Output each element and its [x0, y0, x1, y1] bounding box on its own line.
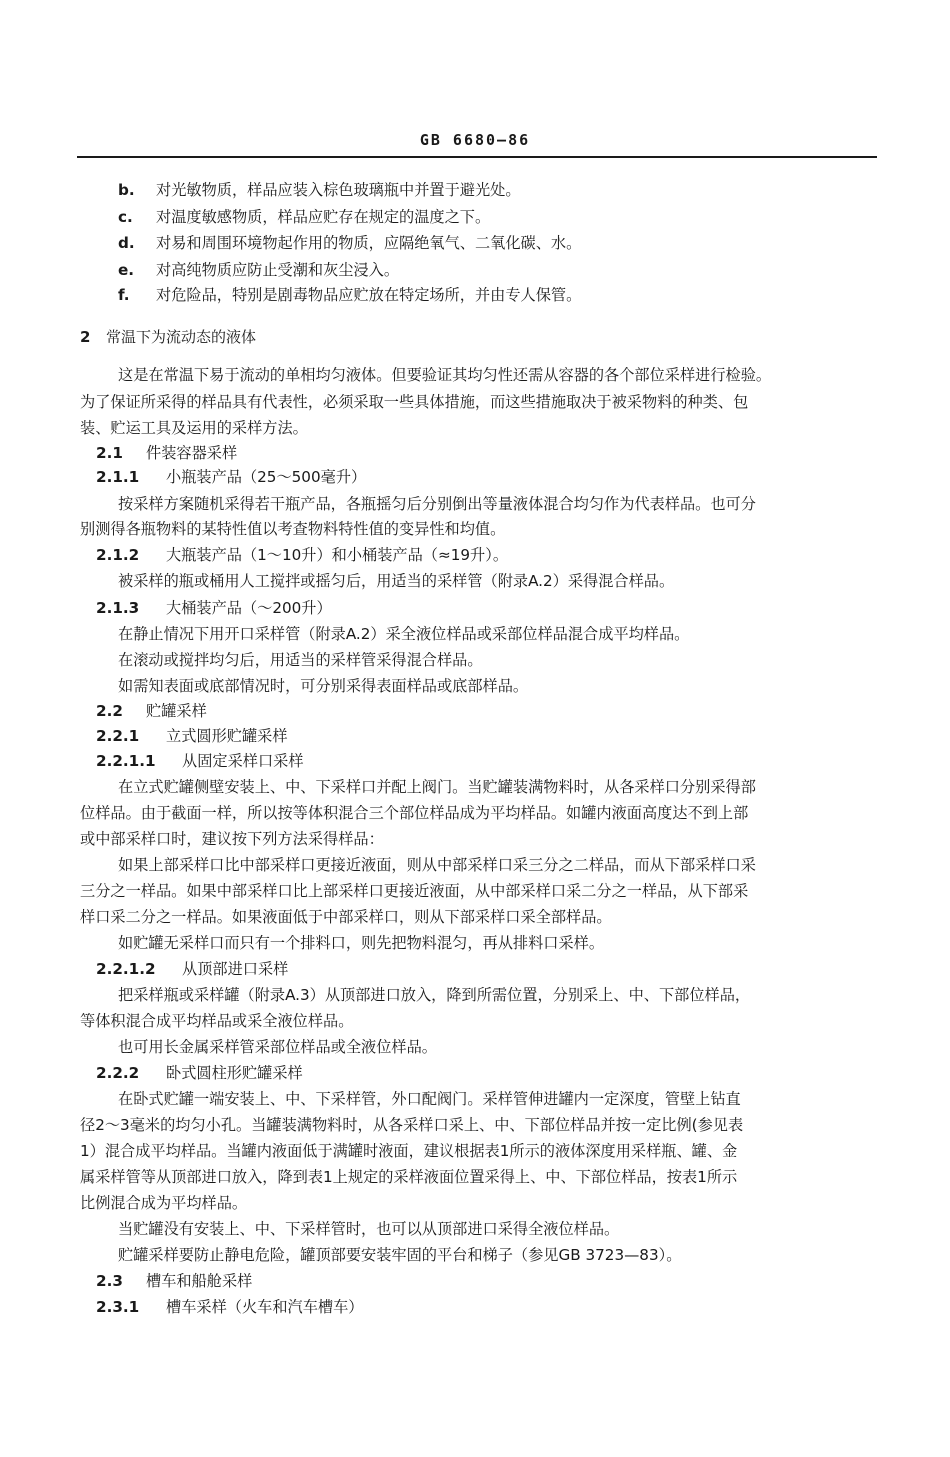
section-number: 2.1.3 — [96, 599, 140, 617]
paragraph-line: 在卧式贮罐一端安装上、中、下采样管，外口配阀门。采样管伸进罐内一定深度，管壁上钻直 — [118, 1090, 741, 1108]
list-item — [118, 285, 581, 305]
list-item — [118, 233, 581, 253]
list-text: 对危险品，特别是剧毒物品应贮放在特定场所，并由专人保管。 — [156, 286, 582, 304]
paragraph-line: 1）混合成平均样品。当罐内液面低于满罐时液面，建议根据表1所示的液体深度用采样瓶、罐、金 — [80, 1142, 738, 1160]
header-rule — [77, 156, 877, 158]
paragraph-line: 三分之一样品。如果中部采样口比上部采样口更接近液面，从中部采样口采二分之一样品，从下部采 — [80, 882, 749, 900]
paragraph-line: 为了保证所采得的样品具有代表性，必须采取一些具体措施，而这些措施取决于被采物料的种类、包 — [80, 393, 749, 411]
section-number: 2.2.1.1 — [96, 752, 156, 770]
section-title: 贮罐采样 — [146, 702, 207, 720]
section-heading — [80, 327, 256, 347]
section-number: 2.1 — [96, 444, 123, 462]
paragraph-line: 贮罐采样要防止静电危险，罐顶部要安装牢固的平台和梯子（参见GB 3723—83）。 — [118, 1246, 682, 1264]
section-title: 卧式圆柱形贮罐采样 — [166, 1064, 303, 1082]
section-title: 槽车采样（火车和汽车槽车） — [166, 1298, 364, 1316]
paragraph-line: 径2～3毫米的均匀小孔。当罐装满物料时，从各采样口采上、中、下部位样品并按一定比例(参见表 — [80, 1116, 744, 1134]
paragraph-line: 如贮罐无采样口而只有一个排料口，则先把物料混匀，再从排料口采样。 — [118, 934, 604, 952]
list-text: 对光敏物质，样品应装入棕色玻璃瓶中并置于避光处。 — [156, 181, 521, 199]
section-heading — [96, 959, 288, 979]
list-marker: e. — [118, 261, 135, 279]
section-heading — [96, 1297, 363, 1317]
section-number: 2.2.1.2 — [96, 960, 156, 978]
list-item — [118, 180, 521, 200]
paragraph-line: 在滚动或搅拌均匀后，用适当的采样管采得混合样品。 — [118, 651, 483, 669]
section-title: 常温下为流动态的液体 — [106, 328, 257, 346]
paragraph-line: 位样品。由于截面一样，所以按等体积混合三个部位样品成为平均样品。如罐内液面高度达不到上部 — [80, 804, 749, 822]
list-marker: b. — [118, 181, 135, 199]
paragraph-line: 如需知表面或底部情况时，可分别采得表面样品或底部样品。 — [118, 677, 529, 695]
paragraph-line: 装、贮运工具及运用的采样方法。 — [80, 419, 308, 437]
section-title: 从固定采样口采样 — [182, 752, 304, 770]
section-heading — [96, 1271, 252, 1291]
paragraph-line: 样口采二分之一样品。如果液面低于中部采样口，则从下部采样口采全部样品。 — [80, 908, 612, 926]
section-number: 2.2.2 — [96, 1064, 140, 1082]
list-marker: d. — [118, 234, 135, 252]
section-title: 立式圆形贮罐采样 — [166, 727, 288, 745]
section-heading — [96, 701, 207, 721]
paragraph-line: 等体积混合成平均样品或采全液位样品。 — [80, 1012, 354, 1030]
section-number: 2.3.1 — [96, 1298, 140, 1316]
section-number: 2 — [80, 328, 91, 346]
list-text: 对高纯物质应防止受潮和灰尘浸入。 — [156, 261, 399, 279]
list-item — [118, 260, 399, 280]
paragraph-line: 在静止情况下用开口采样管（附录A.2）采全液位样品或采部位样品混合成平均样品。 — [118, 625, 690, 643]
paragraph-line: 这是在常温下易于流动的单相均匀液体。但要验证其均匀性还需从容器的各个部位采样进行检验。 — [118, 366, 772, 384]
section-heading — [96, 1063, 303, 1083]
list-marker: c. — [118, 208, 133, 226]
paragraph-line: 或中部采样口时，建议按下列方法采得样品： — [80, 830, 384, 848]
list-item — [118, 207, 490, 227]
section-heading — [96, 598, 332, 618]
section-number: 2.2.1 — [96, 727, 140, 745]
paragraph-line: 把采样瓶或采样罐（附录A.3）从顶部进口放入，降到所需位置，分别采上、中、下部位样品， — [118, 986, 751, 1004]
list-marker: f. — [118, 286, 130, 304]
section-heading — [96, 726, 288, 746]
section-title: 小瓶装产品（25～500毫升） — [166, 468, 367, 486]
section-number: 2.1.2 — [96, 546, 140, 564]
section-title: 大桶装产品（～200升） — [166, 599, 332, 617]
section-title: 大瓶装产品（1～10升）和小桶装产品（≈19升）。 — [166, 546, 509, 564]
standard-code-header: GB 6680—86 — [419, 131, 531, 149]
paragraph-line: 比例混合成为平均样品。 — [80, 1194, 248, 1212]
section-number: 2.1.1 — [96, 468, 140, 486]
list-text: 对温度敏感物质，样品应贮存在规定的温度之下。 — [156, 208, 491, 226]
list-text: 对易和周围环境物起作用的物质，应隔绝氧气、二氧化碳、水。 — [156, 234, 582, 252]
section-number: 2.3 — [96, 1272, 123, 1290]
paragraph-line: 如果上部采样口比中部采样口更接近液面，则从中部采样口采三分之二样品，而从下部采样口采 — [118, 856, 756, 874]
section-title: 从顶部进口采样 — [182, 960, 289, 978]
section-number: 2.2 — [96, 702, 123, 720]
paragraph-line: 被采样的瓶或桶用人工搅拌或摇匀后，用适当的采样管（附录A.2）采得混合样品。 — [118, 572, 675, 590]
section-heading — [96, 467, 366, 487]
section-heading — [96, 545, 508, 565]
paragraph-line: 也可用长金属采样管采部位样品或全液位样品。 — [118, 1038, 437, 1056]
paragraph-line: 按采样方案随机采得若干瓶产品，各瓶摇匀后分别倒出等量液体混合均匀作为代表样品。也可分 — [118, 495, 756, 513]
paragraph-line: 别测得各瓶物料的某特性值以考查物料特性值的变异性和均值。 — [80, 520, 506, 538]
section-heading — [96, 751, 304, 771]
section-title: 件装容器采样 — [146, 444, 238, 462]
section-heading — [96, 443, 237, 463]
section-title: 槽车和船舱采样 — [146, 1272, 253, 1290]
paragraph-line: 在立式贮罐侧壁安装上、中、下采样口并配上阀门。当贮罐装满物料时，从各采样口分别采得部 — [118, 778, 756, 796]
paragraph-line: 属采样管等从顶部进口放入，降到表1上规定的采样液面位置采得上、中、下部位样品，按表1所示 — [80, 1168, 738, 1186]
paragraph-line: 当贮罐没有安装上、中、下采样管时，也可以从顶部进口采得全液位样品。 — [118, 1220, 620, 1238]
